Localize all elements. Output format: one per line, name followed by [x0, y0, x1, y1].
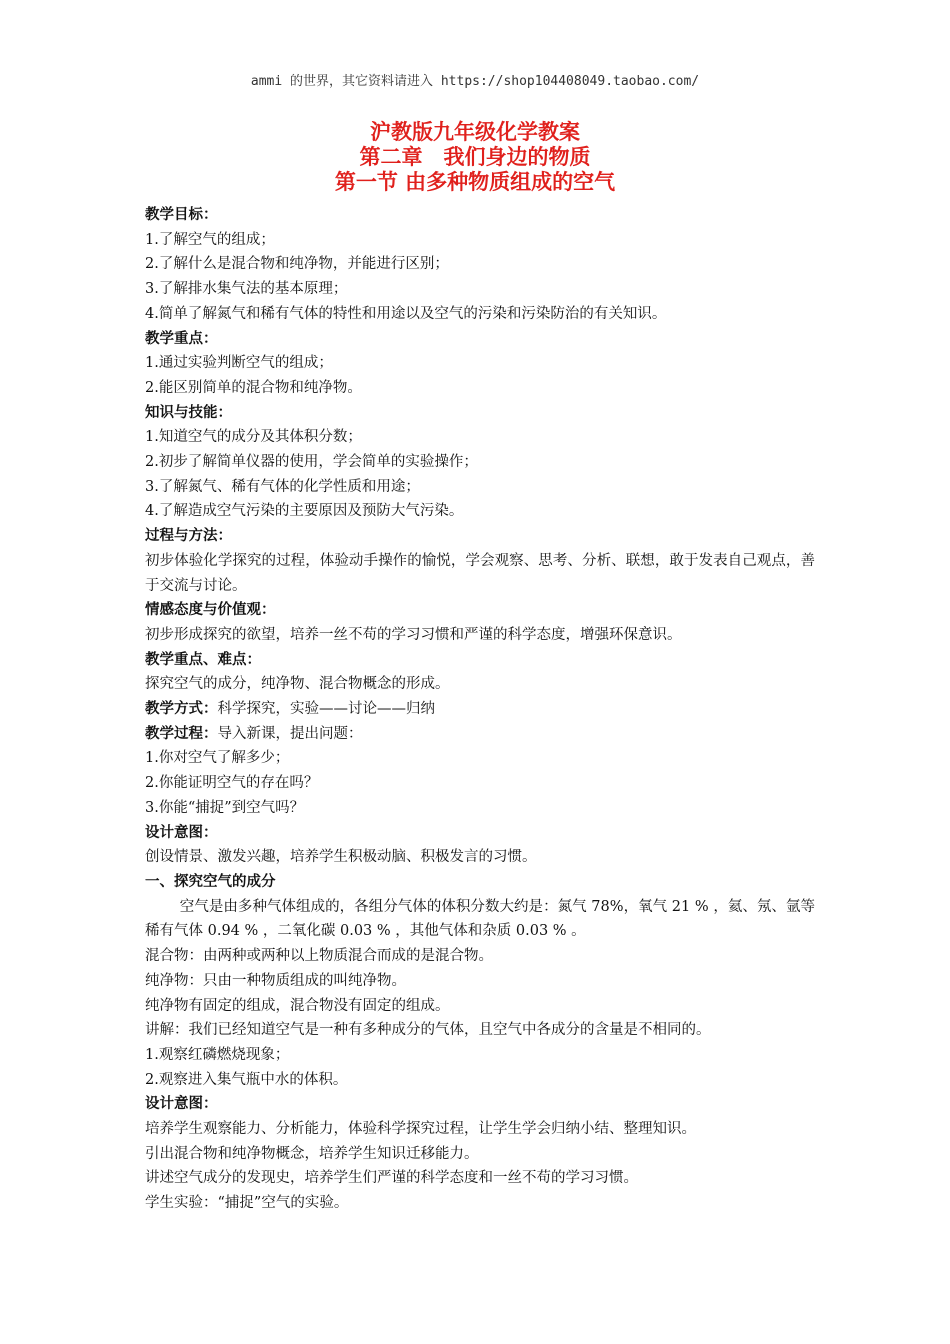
- key-point-item: 1.通过实验判断空气的组成；: [145, 355, 333, 372]
- design-intent-line: 引出混合物和纯净物概念，培养学生知识迁移能力。: [145, 1145, 479, 1162]
- design-intent-line: 培养学生观察能力、分析能力，体验科学探究过程，让学生学会归纳小结、整理知识。: [145, 1121, 696, 1138]
- page-header-text: ammi 的世界，其它资料请进入 https://shop104408049.taobao.com/: [250, 74, 700, 89]
- question-item: 3.你能“捕捉”到空气吗？: [145, 799, 305, 816]
- goal-item: 4.简单了解氮气和稀有气体的特性和用途以及空气的污染和污染防治的有关知识。: [145, 305, 667, 322]
- method-heading: 教学方式：: [145, 701, 218, 718]
- observation-item: 2.观察进入集气瓶中水的体积。: [145, 1071, 348, 1088]
- goal-item: 1.了解空气的组成；: [145, 231, 275, 248]
- question-item: 2.你能证明空气的存在吗？: [145, 775, 319, 792]
- process-heading: 过程与方法：: [145, 528, 232, 545]
- procedure-text: 导入新课，提出问题：: [217, 725, 363, 742]
- design-intent-line: 学生实验：“捕捉”空气的实验。: [145, 1195, 349, 1212]
- goals-heading: 教学目标：: [145, 207, 218, 223]
- section-title: 第一节 由多种物质组成的空气: [334, 170, 616, 194]
- procedure-line: [145, 722, 815, 747]
- key-point-item: 2.能区别简单的混合物和纯净物。: [145, 379, 362, 396]
- observation-item: 1.观察红磷燃烧现象；: [145, 1046, 290, 1063]
- title-block: [0, 120, 950, 195]
- skill-item: 3.了解氮气、稀有气体的化学性质和用途；: [145, 478, 420, 495]
- skills-heading: 知识与技能：: [145, 404, 232, 421]
- document-body: [145, 203, 815, 1216]
- design-intent-text: 创设情景、激发兴趣，培养学生积极动脑、积极发言的习惯。: [145, 849, 537, 866]
- skill-item: 4.了解造成空气污染的主要原因及预防大气污染。: [145, 503, 464, 520]
- difficulty-paragraph: 探究空气的成分，纯净物、混合物概念的形成。: [145, 676, 450, 693]
- design-intent-heading: 设计意图：: [145, 1096, 218, 1113]
- method-line: [145, 697, 815, 722]
- mixture-definition: 混合物：由两种或两种以上物质混合而成的是混合物。: [145, 948, 493, 965]
- air-composition-paragraph: 空气是由多种气体组成的，各组分气体的体积分数大约是：氮气 78%，氧气 21 % ，氦、氖、氩等稀有气体 0.94 % ，二氧化碳 0.03 % ，其他气体和杂质 0.03 % 。: [145, 898, 815, 940]
- chapter-title: 第二章 我们身边的物质: [359, 145, 591, 169]
- process-paragraph: 初步体验化学探究的过程，体验动手操作的愉悦，学会观察、思考、分析、联想，敢于发表自己观点，善于交流与讨论。: [145, 552, 815, 594]
- key-points-heading: 教学重点：: [145, 330, 218, 347]
- skill-item: 2.初步了解简单仪器的使用，学会简单的实验操作；: [145, 454, 478, 471]
- attitude-paragraph: 初步形成探究的欲望，培养一丝不苟的学习习惯和严谨的科学态度，增强环保意识。: [145, 626, 682, 643]
- section-heading: 一、探究空气的成分: [145, 873, 276, 890]
- goal-item: 3.了解排水集气法的基本原理；: [145, 281, 348, 298]
- procedure-heading: 教学过程：: [145, 725, 218, 742]
- difficulty-heading: 教学重点、难点：: [145, 651, 261, 668]
- attitude-heading: 情感态度与价值观：: [145, 602, 276, 619]
- explanation-text: 讲解：我们已经知道空气是一种有多种成分的气体，且空气中各成分的含量是不相同的。: [145, 1022, 711, 1039]
- goal-item: 2.了解什么是混合物和纯净物，并能进行区别；: [145, 256, 449, 273]
- pure-substance-definition: 纯净物：只由一种物质组成的叫纯净物。: [145, 972, 406, 989]
- method-text: 科学探究，实验——讨论——归纳: [217, 701, 435, 718]
- pure-vs-mixture-text: 纯净物有固定的组成，混合物没有固定的组成。: [145, 997, 450, 1014]
- skill-item: 1.知道空气的成分及其体积分数；: [145, 429, 362, 446]
- design-intent-line: 讲述空气成分的发现史，培养学生们严谨的科学态度和一丝不苟的学习习惯。: [145, 1170, 638, 1187]
- design-intent-heading: 设计意图：: [145, 824, 218, 841]
- question-item: 1.你对空气了解多少；: [145, 750, 290, 767]
- document-title: 沪教版九年级化学教案: [370, 120, 580, 144]
